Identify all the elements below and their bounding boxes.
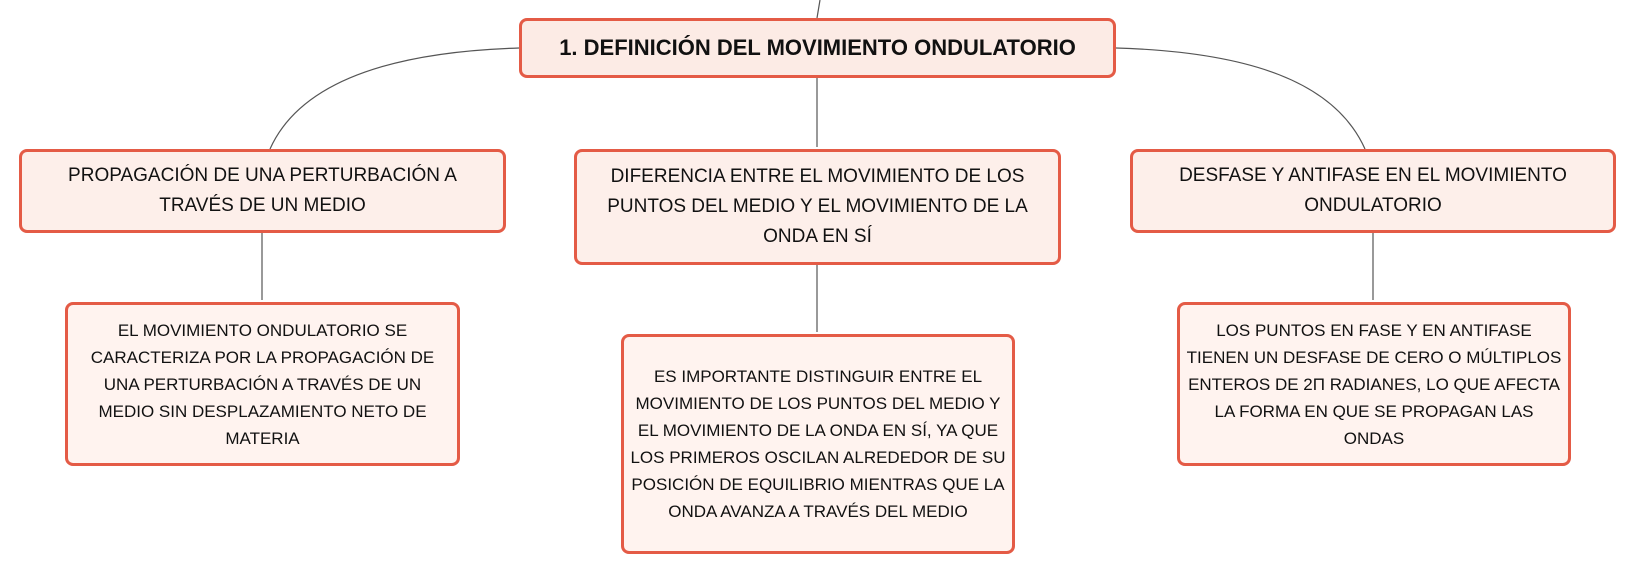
detail-node-desfase[interactable]	[1177, 302, 1571, 466]
connector-parent-to-root	[817, 0, 820, 18]
connector-root-to-topic-3	[1116, 48, 1365, 149]
topic-node-desfase[interactable]	[1130, 149, 1616, 233]
root-node-label: 1. DEFINICIÓN DEL MOVIMIENTO ONDULATORIO	[559, 35, 1076, 60]
connector-root-to-topic-1	[270, 48, 519, 149]
topic-node-label: DESFASE Y ANTIFASE EN EL MOVIMIENTO ONDULATORIO	[1179, 165, 1567, 216]
topic-node-diferencia[interactable]	[574, 149, 1061, 265]
root-node[interactable]	[519, 18, 1116, 78]
detail-node-propagacion[interactable]	[65, 302, 460, 466]
detail-node-text: LOS PUNTOS EN FASE Y EN ANTIFASE TIENEN UN DESFASE DE CERO O MÚLTIPLOS ENTEROS DE 2Π RADIANES, LO QUE AFECTA LA FORMA EN QUE SE PROPAGAN LAS ONDAS	[1186, 320, 1562, 448]
detail-node-diferencia[interactable]	[621, 334, 1015, 554]
detail-node-text: ES IMPORTANTE DISTINGUIR ENTRE EL MOVIMIENTO DE LOS PUNTOS DEL MEDIO Y EL MOVIMIENTO DE LA ONDA EN SÍ, YA QUE LOS PRIMEROS OSCILAN ALREDEDOR DE SU POSICIÓN DE EQUILIBRIO MIENTRAS QUE LA ONDA AVANZA A TRAVÉS DEL MEDIO	[630, 367, 1006, 521]
detail-node-text: EL MOVIMIENTO ONDULATORIO SE CARACTERIZA POR LA PROPAGACIÓN DE UNA PERTURBACIÓN A TRAVÉS DE UN MEDIO SIN DESPLAZAMIENTO NETO DE MATERIA	[90, 320, 435, 448]
topic-node-propagacion[interactable]	[19, 149, 506, 233]
topic-node-label: DIFERENCIA ENTRE EL MOVIMIENTO DE LOS PUNTOS DEL MEDIO Y EL MOVIMIENTO DE LA ONDA EN SÍ	[607, 166, 1028, 247]
topic-node-label: PROPAGACIÓN DE UNA PERTURBACIÓN A TRAVÉS DE UN MEDIO	[68, 165, 457, 216]
